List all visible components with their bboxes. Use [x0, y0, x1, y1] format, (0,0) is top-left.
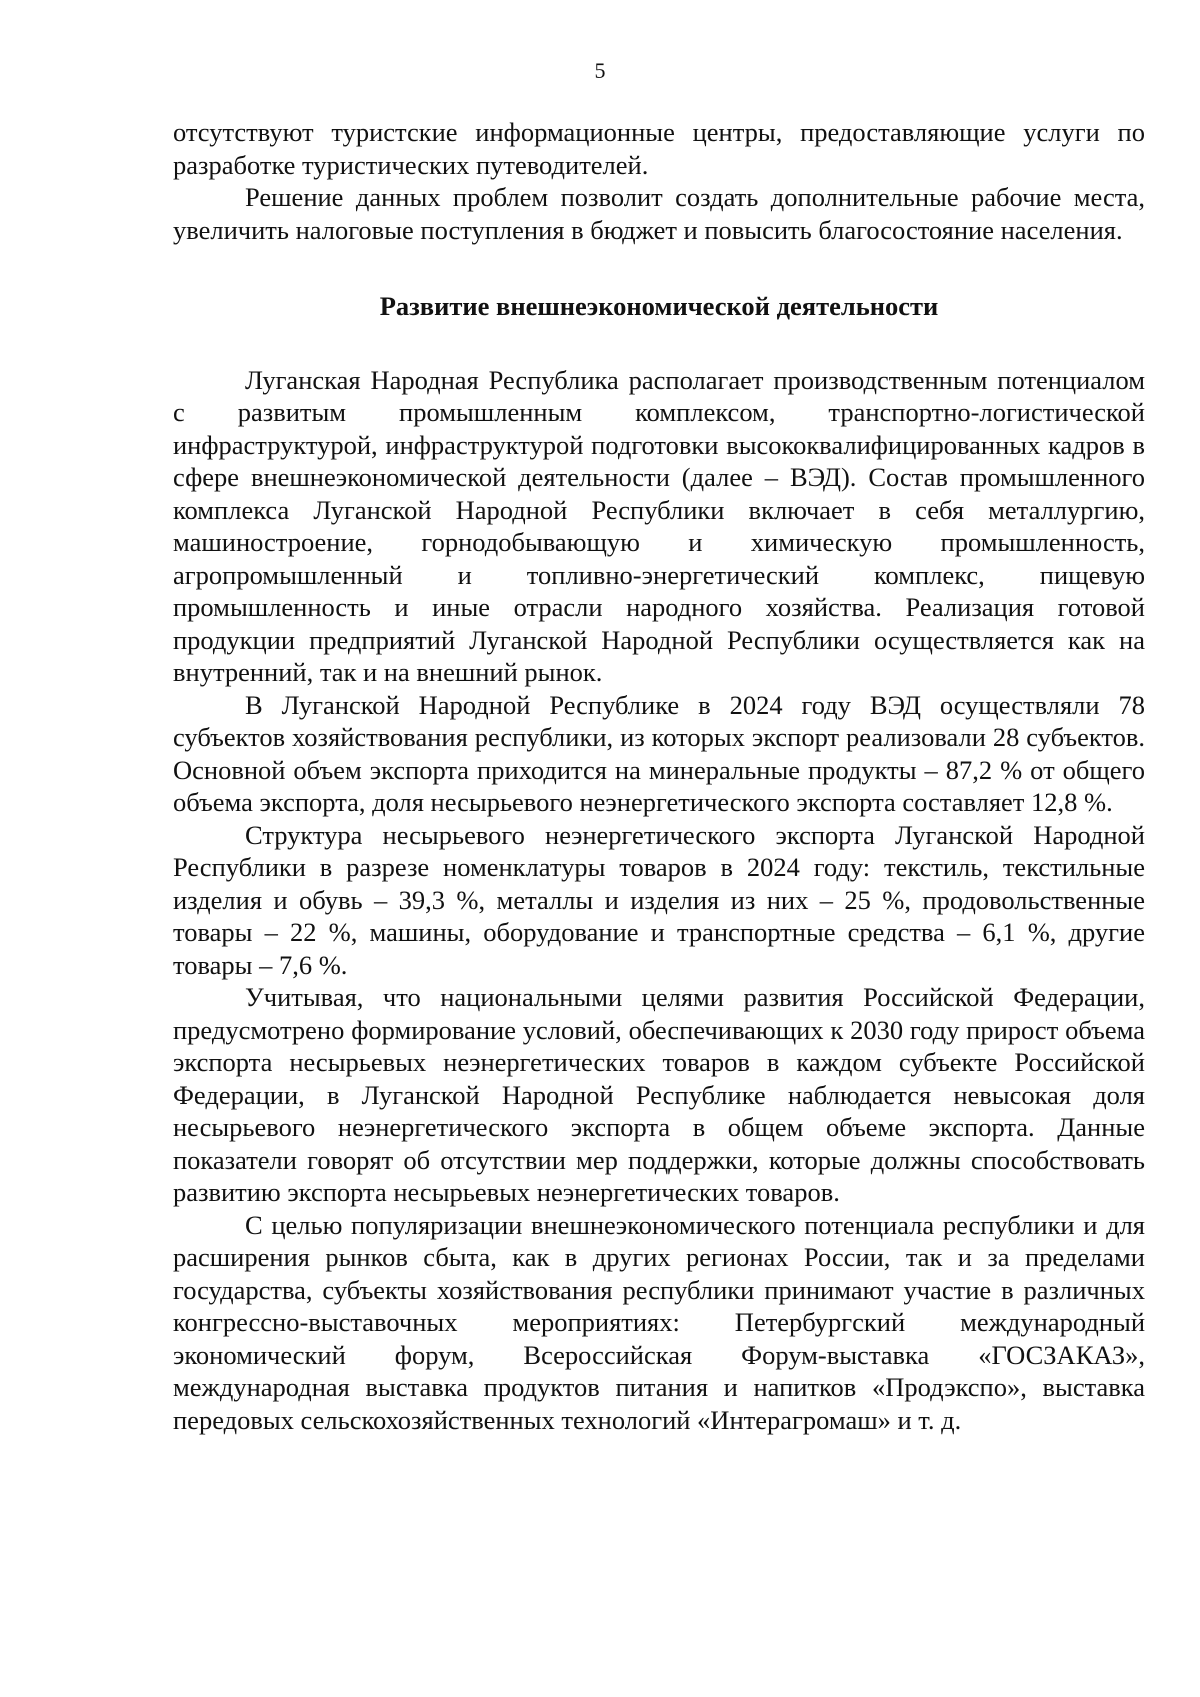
paragraph-export-subjects: В Луганской Народной Республике в 2024 году ВЭД осуществляли 78 субъектов хозяйствования республики, из которых экспорт реализовали 28 субъектов. Основной объем экспорта приходится на минеральные продукты – 87,2 % от общего объема экспорта, доля несырьевого неэнергетического экспорта составляет 12,8 %. — [173, 689, 1145, 817]
paragraph-problem-solution: Решение данных проблем позволит создать дополнительные рабочие места, увеличить налоговые поступления в бюджет и повысить благосостояние населения. — [173, 182, 1145, 245]
paragraph-exhibitions: С целью популяризации внешнеэкономического потенциала республики и для расширения рынков сбыта, как в других регионах России, так и за пределами государства, субъекты хозяйствования республики принимают участие в различных конгрессно-выставочных мероприятиях: Петербургский международный экономический форум, Всероссийская Форум-выставка «ГОСЗАКАЗ», международная выставка продуктов питания и напитков «Продэкспо», выставка передовых сельскохозяйственных технологий «Интерагромаш» и т. д. — [173, 1209, 1145, 1435]
paragraph-national-goals: Учитывая, что национальными целями развития Российской Федерации, предусмотрено формирование условий, обеспечивающих к 2030 году прирост объема экспорта несырьевых неэнергетических товаров в каждом субъекте Российской Федерации, в Луганской Народной Республике наблюдается невысокая доля несырьевого неэнергетического экспорта в общем объеме экспорта. Данные показатели говорят об отсутствии мер поддержки, которые должны способствовать развитию экспорта несырьевых неэнергетических товаров. — [173, 982, 1145, 1207]
paragraph-continuation: отсутствуют туристские информационные центры, предоставляющие услуги по разработке туристических путеводителей. — [173, 117, 1145, 180]
section-heading: Развитие внешнеэкономической деятельности — [379, 291, 939, 321]
paragraph-export-structure: Структура несырьевого неэнергетического экспорта Луганской Народной Республики в разрезе номенклатуры товаров в 2024 году: текстиль, текстильные изделия и обувь – 39,3 %, металлы и изделия из них – 25 %, продовольственные товары – 22 %, машины, оборудование и транспортные средства – 6,1 %, другие товары – 7,6 %. — [173, 819, 1145, 980]
document-body — [173, 116, 1145, 1436]
page-number: 5 — [594, 58, 606, 83]
paragraph-industrial-potential: Луганская Народная Республика располагает производственным потенциалом с развитым промышленным комплексом, транспортно-логистической инфраструктурой, инфраструктурой подготовки высококвалифицированных кадров в сфере внешнеэкономической деятельности (далее – ВЭД). Состав промышленного комплекса Луганской Народной Республики включает в себя металлургию, машиностроение, горнодобывающую и химическую промышленность, агропромышленный и топливно-энергетический комплекс, пищевую промышленность и иные отрасли народного хозяйства. Реализация готовой продукции предприятий Луганской Народной Республики осуществляется как на внутренний, так и на внешний рынок. — [173, 364, 1145, 687]
